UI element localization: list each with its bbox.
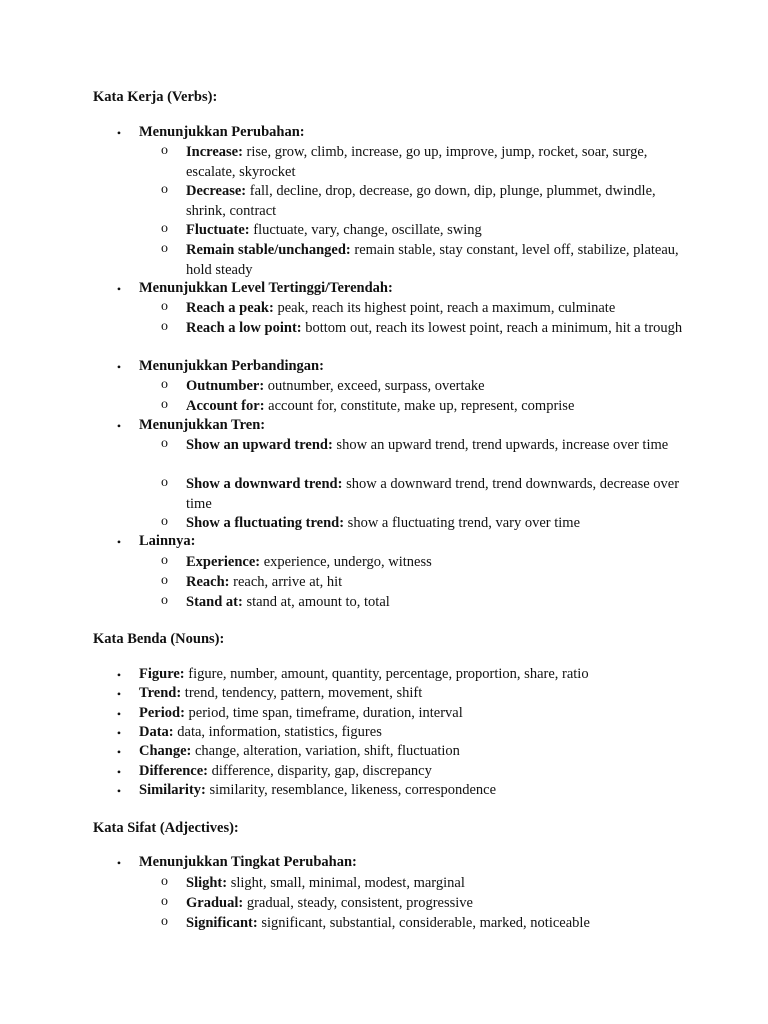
sub-bullet-icon: o	[161, 377, 168, 392]
group-label-perubahan: Menunjukkan Perubahan:	[139, 124, 305, 140]
list-item: Outnumber: outnumber, exceed, surpass, overtake	[186, 378, 485, 394]
bullet-icon: •	[116, 126, 122, 140]
sub-bullet-icon: o	[161, 874, 168, 889]
sub-bullet-icon: o	[161, 182, 168, 197]
bullet-icon: •	[116, 856, 122, 870]
sub-bullet-icon: o	[161, 241, 168, 256]
sub-bullet-icon: o	[161, 553, 168, 568]
group-label-level: Menunjukkan Level Tertinggi/Terendah:	[139, 280, 393, 296]
list-item: Remain stable/unchanged: remain stable, stay constant, level off, stabilize, plateau, hold steady	[186, 242, 679, 278]
list-item: Slight: slight, small, minimal, modest, marginal	[186, 875, 465, 891]
sub-bullet-icon: o	[161, 914, 168, 929]
sub-bullet-icon: o	[161, 593, 168, 608]
list-item: Show a downward trend: show a downward trend, trend downwards, decrease over time	[186, 476, 680, 512]
sub-bullet-icon: o	[161, 894, 168, 909]
list-item: Difference: difference, disparity, gap, discrepancy	[139, 763, 432, 779]
section-heading-adjectives: Kata Sifat (Adjectives):	[93, 820, 239, 836]
list-item: Data: data, information, statistics, figures	[139, 724, 382, 740]
section-heading-verbs: Kata Kerja (Verbs):	[93, 89, 218, 105]
sub-bullet-icon: o	[161, 299, 168, 314]
list-item: Period: period, time span, timeframe, duration, interval	[139, 705, 463, 721]
list-item: Similarity: similarity, resemblance, likeness, correspondence	[139, 782, 497, 798]
section-heading-nouns: Kata Benda (Nouns):	[93, 631, 225, 647]
group-label-tingkat-perubahan: Menunjukkan Tingkat Perubahan:	[139, 854, 357, 870]
list-item: Trend: trend, tendency, pattern, movement, shift	[139, 685, 423, 701]
sub-bullet-icon: o	[161, 436, 168, 451]
bullet-icon: •	[116, 419, 122, 433]
sub-bullet-icon: o	[161, 319, 168, 334]
sub-bullet-icon: o	[161, 573, 168, 588]
bullet-icon: •	[116, 668, 122, 682]
list-item: Stand at: stand at, amount to, total	[186, 594, 390, 610]
bullet-icon: •	[116, 765, 122, 779]
list-item: Reach: reach, arrive at, hit	[186, 574, 343, 590]
bullet-icon: •	[116, 687, 122, 701]
list-item: Reach a low point: bottom out, reach its lowest point, reach a minimum, hit a trough	[186, 320, 683, 336]
group-label-perbandingan: Menunjukkan Perbandingan:	[139, 358, 324, 374]
list-item: Show a fluctuating trend: show a fluctuating trend, vary over time	[186, 515, 581, 531]
bullet-icon: •	[116, 745, 122, 759]
sub-bullet-icon: o	[161, 397, 168, 412]
bullet-icon: •	[116, 360, 122, 374]
list-item: Fluctuate: fluctuate, vary, change, oscillate, swing	[186, 222, 482, 238]
list-item: Significant: significant, substantial, considerable, marked, noticeable	[186, 915, 590, 931]
bullet-icon: •	[116, 535, 122, 549]
list-item: Figure: figure, number, amount, quantity, percentage, proportion, share, ratio	[139, 666, 589, 682]
list-item: Change: change, alteration, variation, shift, fluctuation	[139, 743, 460, 759]
list-item: Account for: account for, constitute, make up, represent, comprise	[186, 398, 575, 414]
sub-bullet-icon: o	[161, 475, 168, 490]
bullet-icon: •	[116, 726, 122, 740]
sub-bullet-icon: o	[161, 143, 168, 158]
sub-bullet-icon: o	[161, 514, 168, 529]
group-label-lainnya: Lainnya:	[139, 533, 196, 549]
bullet-icon: •	[116, 707, 122, 721]
list-item: Experience: experience, undergo, witness	[186, 554, 432, 570]
list-item: Show an upward trend: show an upward trend, trend upwards, increase over time	[186, 437, 669, 453]
bullet-icon: •	[116, 784, 122, 798]
list-item: Gradual: gradual, steady, consistent, progressive	[186, 895, 473, 911]
list-item: Decrease: fall, decline, drop, decrease, go down, dip, plunge, plummet, dwindle, shrink, contract	[186, 183, 656, 219]
group-label-tren: Menunjukkan Tren:	[139, 417, 266, 433]
sub-bullet-icon: o	[161, 221, 168, 236]
list-item: Increase: rise, grow, climb, increase, go up, improve, jump, rocket, soar, surge, escalate, skyrocket	[186, 144, 648, 180]
list-item: Reach a peak: peak, reach its highest point, reach a maximum, culminate	[186, 300, 616, 316]
bullet-icon: •	[116, 282, 122, 296]
